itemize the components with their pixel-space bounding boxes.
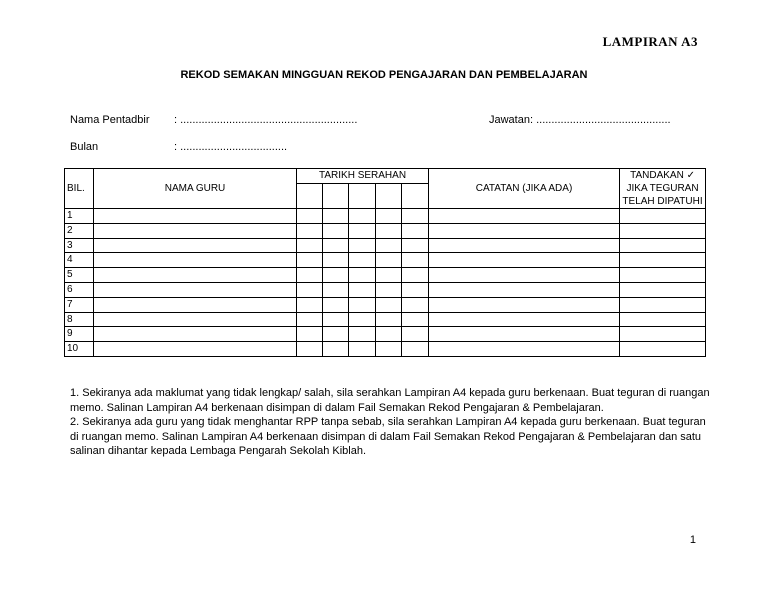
table-cell[interactable] [376, 223, 402, 238]
table-cell[interactable] [349, 238, 376, 253]
table-cell[interactable] [376, 282, 402, 297]
table-cell[interactable] [620, 238, 706, 253]
table-cell[interactable] [429, 312, 620, 327]
header-nama-guru: NAMA GURU [94, 169, 297, 209]
table-cell[interactable] [94, 342, 297, 357]
table-row [65, 327, 706, 342]
table-cell[interactable] [349, 297, 376, 312]
table-cell[interactable] [94, 268, 297, 283]
table-cell[interactable] [297, 342, 323, 357]
tarikh-cell [323, 183, 349, 208]
table-cell[interactable] [349, 209, 376, 224]
table-cell[interactable] [376, 327, 402, 342]
header-tarikh-serahan: TARIKH SERAHAN [297, 169, 429, 184]
table-cell[interactable] [376, 268, 402, 283]
tandakan-line-1: TANDAKAN ✓ [630, 170, 695, 181]
nama-pentadbir-field[interactable]: : .......................................................... [174, 114, 358, 126]
document-title: REKOD SEMAKAN MINGGUAN REKOD PENGAJARAN DAN PEMBELAJARAN [180, 69, 588, 81]
table-cell[interactable] [429, 268, 620, 283]
bulan-field[interactable]: : ................................... [174, 141, 288, 153]
table-cell[interactable] [429, 253, 620, 268]
table-cell[interactable] [429, 297, 620, 312]
table-cell[interactable] [376, 253, 402, 268]
table-cell[interactable] [297, 268, 323, 283]
table-cell[interactable] [323, 282, 349, 297]
table-cell[interactable] [429, 282, 620, 297]
table-cell[interactable] [429, 209, 620, 224]
table-cell[interactable] [620, 223, 706, 238]
row-number: 4 [65, 253, 94, 268]
table-cell[interactable] [402, 238, 429, 253]
table-row [65, 209, 706, 224]
header-bil: BIL. [65, 169, 94, 209]
table-cell[interactable] [323, 223, 349, 238]
tandakan-line-2: JIKA TEGURAN [626, 183, 699, 194]
table-cell[interactable] [297, 297, 323, 312]
row-number: 9 [65, 327, 94, 342]
table-cell[interactable] [376, 209, 402, 224]
table-cell[interactable] [323, 238, 349, 253]
table-cell[interactable] [323, 327, 349, 342]
table-cell[interactable] [297, 327, 323, 342]
bulan-label: Bulan [70, 141, 99, 153]
table-row [65, 238, 706, 253]
table-cell[interactable] [94, 312, 297, 327]
table-cell[interactable] [94, 223, 297, 238]
table-cell[interactable] [429, 238, 620, 253]
table-cell[interactable] [297, 209, 323, 224]
table-cell[interactable] [323, 297, 349, 312]
table-cell[interactable] [620, 209, 706, 224]
table-cell[interactable] [402, 342, 429, 357]
table-row [65, 253, 706, 268]
header-catatan: CATATAN (JIKA ADA) [429, 169, 620, 209]
table-cell[interactable] [94, 238, 297, 253]
table-cell[interactable] [376, 238, 402, 253]
table-cell[interactable] [620, 253, 706, 268]
table-row [65, 297, 706, 312]
table-cell[interactable] [323, 268, 349, 283]
tarikh-cell [297, 183, 323, 208]
table-cell[interactable] [620, 282, 706, 297]
table-cell[interactable] [297, 282, 323, 297]
table-cell[interactable] [620, 312, 706, 327]
notes-section [70, 386, 710, 459]
table-cell[interactable] [429, 223, 620, 238]
table-cell[interactable] [297, 253, 323, 268]
table-cell[interactable] [402, 297, 429, 312]
row-number: 6 [65, 282, 94, 297]
row-number: 1 [65, 209, 94, 224]
table-cell[interactable] [349, 312, 376, 327]
tandakan-line-3: TELAH DIPATUHI [622, 196, 703, 207]
table-cell[interactable] [402, 223, 429, 238]
table-row [65, 342, 706, 357]
table-cell[interactable] [620, 342, 706, 357]
table-cell[interactable] [297, 238, 323, 253]
lampiran-label: LAMPIRAN A3 [602, 34, 698, 49]
table-row [65, 312, 706, 327]
tarikh-cell [376, 183, 402, 208]
table-cell[interactable] [402, 268, 429, 283]
table-row [65, 268, 706, 283]
table-cell[interactable] [297, 223, 323, 238]
header-tandakan [620, 169, 706, 209]
table-cell[interactable] [429, 342, 620, 357]
row-number: 5 [65, 268, 94, 283]
table-cell[interactable] [349, 327, 376, 342]
row-number: 3 [65, 238, 94, 253]
table-cell[interactable] [402, 209, 429, 224]
table-cell[interactable] [620, 268, 706, 283]
table-row [65, 282, 706, 297]
table-cell[interactable] [376, 297, 402, 312]
table-cell[interactable] [402, 253, 429, 268]
jawatan-field[interactable]: Jawatan: ............................................ [489, 114, 671, 126]
table-cell[interactable] [349, 282, 376, 297]
table-cell[interactable] [620, 327, 706, 342]
table-cell[interactable] [323, 209, 349, 224]
table-cell[interactable] [376, 312, 402, 327]
nama-pentadbir-label: Nama Pentadbir [70, 114, 150, 126]
row-number: 10 [65, 342, 94, 357]
tarikh-cell [402, 183, 429, 208]
tarikh-cell [349, 183, 376, 208]
row-number: 2 [65, 223, 94, 238]
table-cell[interactable] [94, 253, 297, 268]
table-cell[interactable] [376, 342, 402, 357]
table-cell[interactable] [402, 327, 429, 342]
table-cell[interactable] [402, 312, 429, 327]
table-cell[interactable] [94, 282, 297, 297]
table-cell[interactable] [620, 297, 706, 312]
table-cell[interactable] [94, 297, 297, 312]
rekod-table [64, 168, 706, 357]
table-cell[interactable] [323, 312, 349, 327]
table-cell[interactable] [297, 312, 323, 327]
page-number: 1 [689, 534, 696, 546]
table-cell[interactable] [349, 223, 376, 238]
table-cell[interactable] [349, 268, 376, 283]
table-cell[interactable] [323, 253, 349, 268]
table-cell[interactable] [323, 342, 349, 357]
table-cell[interactable] [349, 342, 376, 357]
note-2: 2. Sekiranya ada guru yang tidak menghantar RPP tanpa sebab, sila serahkan Lampiran A4 kepada guru berkenaan. Buat teguran di ruangan memo. Salinan Lampiran A4 berkenaan disimpan di dalam Fail Semakan Rekod Pengajaran & Pembelajaran dan satu salinan dihantar kepada Lembaga Pengarah Sekolah Kiblah. [70, 416, 706, 457]
table-cell[interactable] [402, 282, 429, 297]
table-row [65, 223, 706, 238]
table-cell[interactable] [349, 253, 376, 268]
row-number: 7 [65, 297, 94, 312]
table-cell[interactable] [94, 327, 297, 342]
note-1: 1. Sekiranya ada maklumat yang tidak lengkap/ salah, sila serahkan Lampiran A4 kepada guru berkenaan. Buat teguran di ruangan memo. Salinan Lampiran A4 berkenaan disimpan di dalam Fail Semakan Rekod Pengajaran & Pembelajaran. [70, 387, 710, 414]
table-cell[interactable] [94, 209, 297, 224]
row-number: 8 [65, 312, 94, 327]
table-cell[interactable] [429, 327, 620, 342]
